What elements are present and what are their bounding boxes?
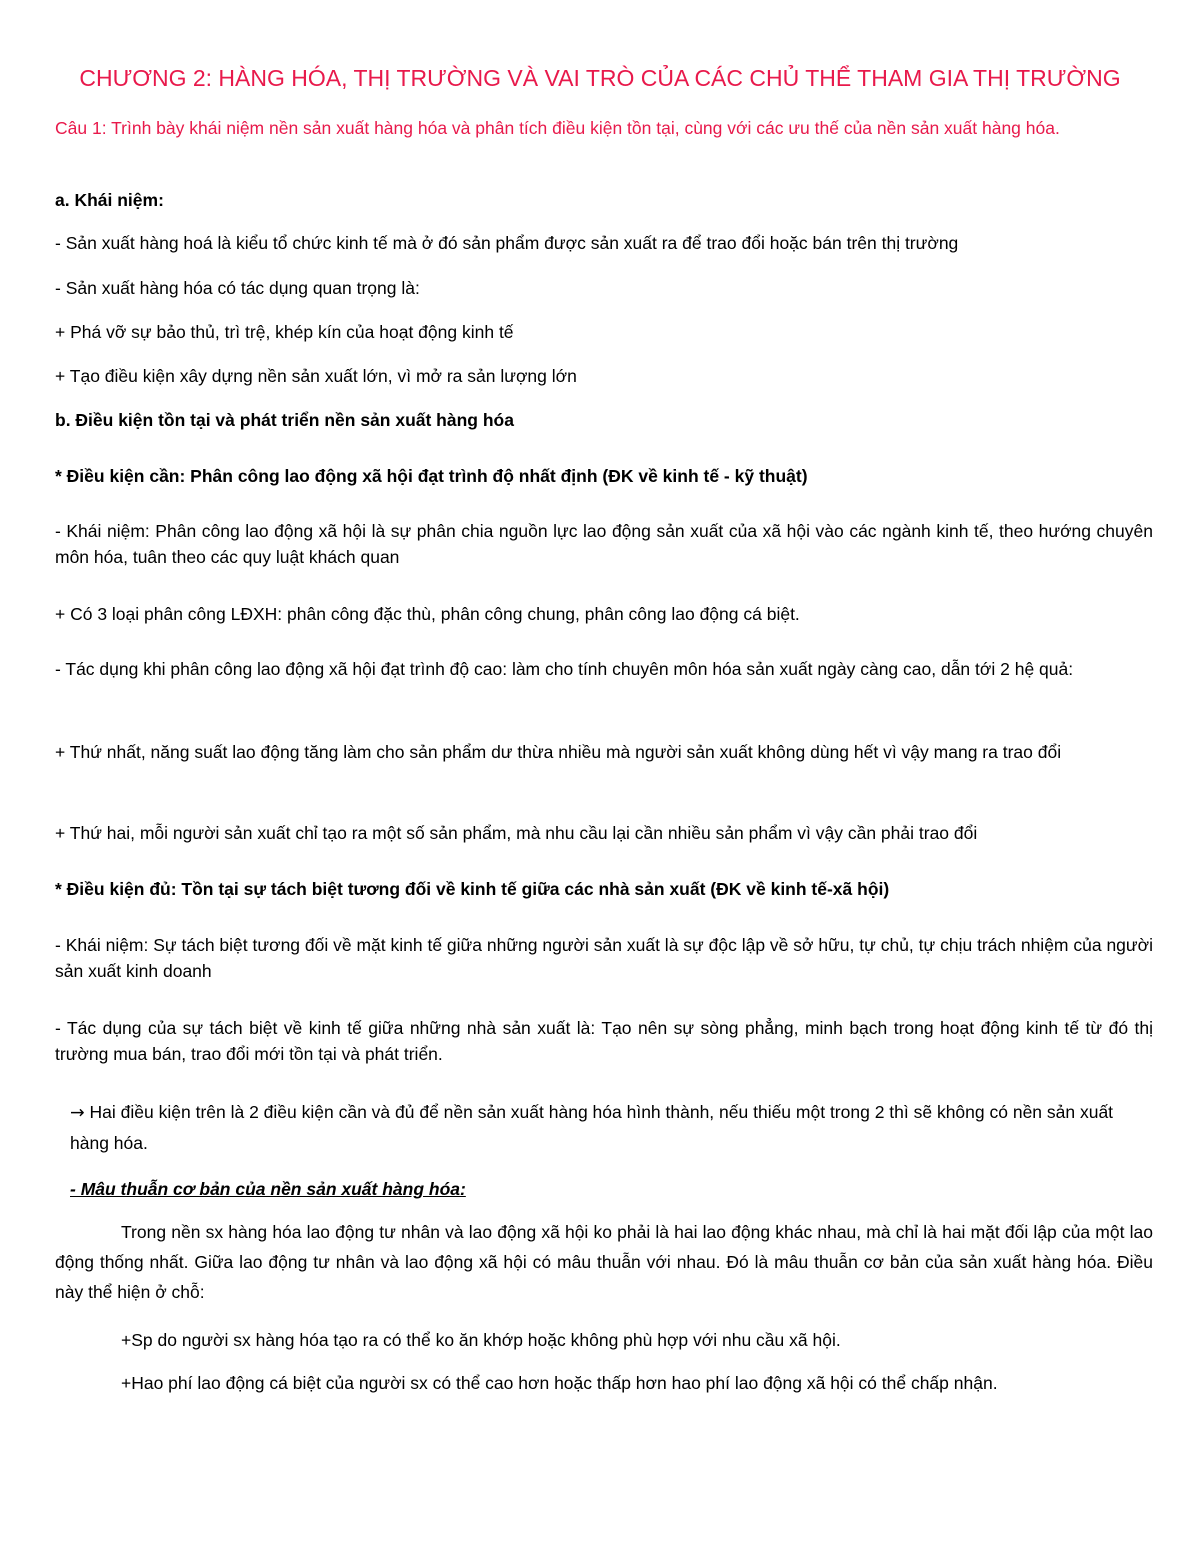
necessary-condition-paragraph: - Tác dụng khi phân công lao động xã hội đạt trình độ cao: làm cho tính chuyên môn hóa sản xuất ngày càng cao, dẫn tới 2 hệ quả: <box>55 659 1074 679</box>
necessary-condition-bullet: + Thứ nhất, năng suất lao động tăng làm cho sản phẩm dư thừa nhiều mà người sản xuất không dùng hết vì vậy mang ra trao đổi <box>55 742 1062 762</box>
contradiction-heading: - Mâu thuẫn cơ bản của nền sản xuất hàng hóa: <box>70 1179 466 1199</box>
necessary-condition-paragraph: - Khái niệm: Phân công lao động xã hội là sự phân chia nguồn lực lao động sản xuất của xã hội vào các ngành kinh tế, theo hướng chuyên môn hóa, tuân theo các quy luật khách quan <box>55 521 1153 567</box>
contradiction-bullet: +Sp do người sx hàng hóa tạo ra có thể ko ăn khớp hoặc không phù hợp với nhu cầu xã hội. <box>121 1330 841 1350</box>
section-a-paragraph: - Sản xuất hàng hóa có tác dụng quan trọng là: <box>55 278 420 298</box>
necessary-condition-heading: * Điều kiện cần: Phân công lao động xã hội đạt trình độ nhất định (ĐK về kinh tế - kỹ thuật) <box>55 466 808 486</box>
section-a-paragraph: - Sản xuất hàng hoá là kiểu tổ chức kinh tế mà ở đó sản phẩm được sản xuất ra để trao đổi hoặc bán trên thị trường <box>55 233 959 253</box>
contradiction-bullet: +Hao phí lao động cá biệt của người sx có thể cao hơn hoặc thấp hơn hao phí lao động xã hội có thể chấp nhận. <box>121 1373 998 1393</box>
conclusion-block <box>70 1097 1135 1158</box>
contradiction-paragraph: Trong nền sx hàng hóa lao động tư nhân và lao động xã hội ko phải là hai lao động khác nhau, mà chỉ là hai mặt đối lập của một lao động thống nhất. Giữa lao động tư nhân và lao động xã hội có mâu thuẫn với nhau. Đó là mâu thuẫn cơ bản của sản xuất hàng hóa. Điều này thể hiện ở chỗ: <box>55 1222 1153 1302</box>
question-text: Câu 1: Trình bày khái niệm nền sản xuất hàng hóa và phân tích điều kiện tồn tại, cùng với các ưu thế của nền sản xuất hàng hóa. <box>55 118 1060 138</box>
conclusion-text: Hai điều kiện trên là 2 điều kiện cần và đủ để nền sản xuất hàng hóa hình thành, nếu thiếu một trong 2 thì sẽ không có nền sản xuất hàng hóa. <box>70 1102 1114 1153</box>
section-b-heading: b. Điều kiện tồn tại và phát triển nền sản xuất hàng hóa <box>55 410 514 430</box>
chapter-title: CHƯƠNG 2: HÀNG HÓA, THỊ TRƯỜNG VÀ VAI TRÒ CỦA CÁC CHỦ THỂ THAM GIA THỊ TRƯỜNG <box>79 65 1121 91</box>
section-a-heading: a. Khái niệm: <box>55 190 164 210</box>
section-a-bullet: + Tạo điều kiện xây dựng nền sản xuất lớn, vì mở ra sản lượng lớn <box>55 366 577 386</box>
section-a-bullet: + Phá vỡ sự bảo thủ, trì trệ, khép kín của hoạt động kinh tế <box>55 322 514 342</box>
necessary-condition-bullet: + Thứ hai, mỗi người sản xuất chỉ tạo ra một số sản phẩm, mà nhu cầu lại cần nhiều sản phẩm vì vậy cần phải trao đổi <box>55 823 978 843</box>
sufficient-condition-paragraph: - Tác dụng của sự tách biệt về kinh tế giữa những nhà sản xuất là: Tạo nên sự sòng phẳng, minh bạch trong hoạt động kinh tế từ đó thị trường mua bán, trao đổi mới tồn tại và phát triển. <box>55 1018 1153 1064</box>
sufficient-condition-heading: * Điều kiện đủ: Tồn tại sự tách biệt tương đối về kinh tế giữa các nhà sản xuất (ĐK về kinh tế-xã hội) <box>55 879 890 899</box>
right-arrow-icon: → <box>70 1103 85 1123</box>
sufficient-condition-paragraph: - Khái niệm: Sự tách biệt tương đối về mặt kinh tế giữa những người sản xuất là sự độc lập về sở hữu, tự chủ, tự chịu trách nhiệm của người sản xuất kinh doanh <box>55 935 1153 981</box>
necessary-condition-paragraph: + Có 3 loại phân công LĐXH: phân công đặc thù, phân công chung, phân công lao động cá biệt. <box>55 604 800 624</box>
